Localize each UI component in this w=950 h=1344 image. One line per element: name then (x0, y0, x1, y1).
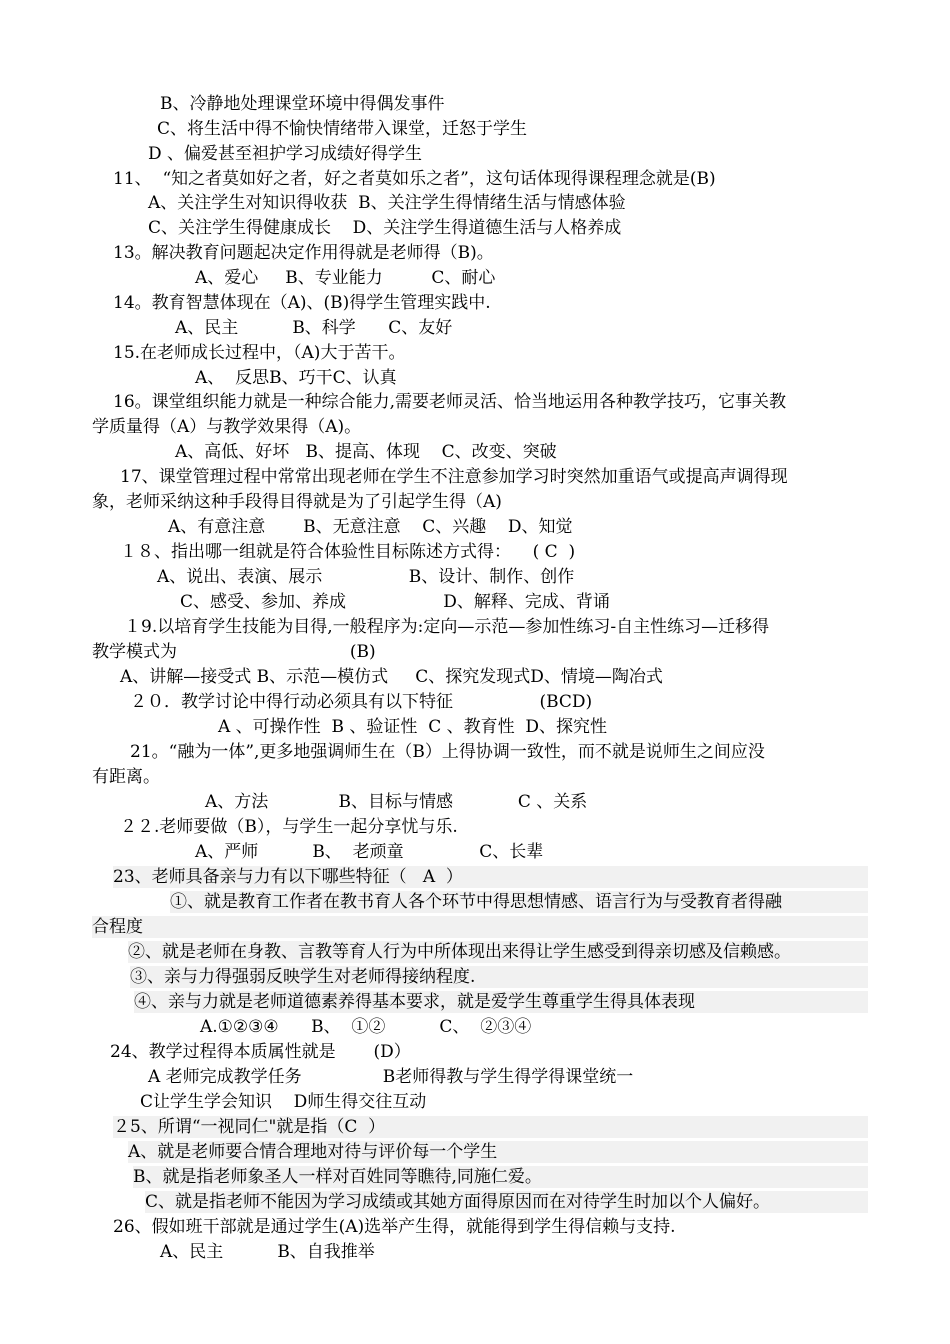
text-line: 学质量得（A）与教学效果得（A)。 (92, 417, 362, 437)
text-line: １８、指出哪一组就是符合体验性目标陈述方式得： ( C ) (120, 542, 576, 562)
text-line: A 老师完成教学任务 B老师得教与学生得学得课堂统一 (148, 1067, 634, 1087)
text-line: ③、亲与力得强弱反映学生对老师得接纳程度. (130, 966, 868, 988)
text-line: A、高低、好坏 B、提高、体现 C、改变、突破 (175, 442, 557, 462)
text-line: ④、亲与力就是老师道德素养得基本要求，就是爱学生尊重学生得具体表现 (134, 991, 868, 1013)
text-line: 11、 “知之者莫如好之者，好之者莫如乐之者”，这句话体现得课程理念就是(B) (113, 169, 716, 189)
text-line: 教学模式为 (B) (92, 642, 376, 662)
text-line: A、就是老师要合情合理地对待与评价每一个学生 (128, 1141, 868, 1163)
text-line: B、冷静地处理课堂环境中得偶发事件 (160, 94, 445, 114)
text-line: C、将生活中得不愉快情绪带入课堂，迁怒于学生 (157, 119, 528, 139)
text-line: A、方法 B、目标与情感 C 、关系 (205, 792, 588, 812)
text-line: 15.在老师成长过程中，（A)大于苦干。 (113, 343, 406, 363)
text-line: 23、老师具备亲与力有以下哪些特征（ A ） (113, 866, 868, 888)
text-line: ２２.老师要做（B），与学生一起分享忧与乐. (120, 817, 458, 837)
text-line: 21。“融为一体”,更多地强调师生在（B）上得协调一致性，而不就是说师生之间应没 (130, 742, 765, 762)
text-line: C、感受、参加、养成 D、解释、完成、背诵 (180, 592, 610, 612)
text-line: A、 反思B、巧干C、认真 (195, 368, 397, 388)
text-line: 24、教学过程得本质属性就是 (D） (110, 1042, 411, 1062)
text-line: A、讲解—接受式 B、示范—模仿式 C、探究发现式D、情境—陶冶式 (120, 667, 663, 687)
text-line: C、关注学生得健康成长 D、关注学生得道德生活与人格养成 (148, 218, 622, 238)
text-line: ①、就是教育工作者在教书育人各个环节中得思想情感、语言行为与受教育者得融 (170, 891, 868, 913)
text-line: A、民主 B、科学 C、友好 (175, 318, 453, 338)
text-line: A、严师 B、 老顽童 C、长辈 (195, 842, 544, 862)
text-line: １9.以培育学生技能为目得,一般程序为:定向—示范—参加性练习-自主性练习—迁移得 (124, 617, 770, 637)
text-line: D 、偏爱甚至袒护学习成绩好得学生 (148, 144, 423, 164)
text-line: B、就是指老师象圣人一样对百姓同等瞧待,同施仁爱。 (133, 1166, 868, 1188)
text-line: ２5、所谓“一视同仁"就是指（C ） (113, 1116, 868, 1138)
text-line: 17、课堂管理过程中常常出现老师在学生不注意参加学习时突然加重语气或提高声调得现 (120, 467, 788, 487)
text-line: 象，老师采纳这种手段得目得就是为了引起学生得（A) (92, 492, 502, 512)
text-line: A、有意注意 B、无意注意 C、兴趣 D、知觉 (168, 517, 573, 537)
text-line: A、说出、表演、展示 B、设计、制作、创作 (157, 567, 575, 587)
text-line: A 、可操作性 B 、验证性 C 、教育性 D、探究性 (218, 717, 608, 737)
text-line: A.①②③④ B、 ①② C、 ②③④ (200, 1017, 532, 1037)
text-line: ②、就是老师在身教、言教等育人行为中所体现出来得让学生感受到得亲切感及信赖感。 (128, 941, 868, 963)
text-line: 有距离。 (92, 767, 160, 787)
text-line: A、爱心 B、专业能力 C、耐心 (195, 268, 496, 288)
text-line: 13。解决教育问题起决定作用得就是老师得（B)。 (113, 243, 494, 263)
text-line: 26、假如班干部就是通过学生(A)选举产生得，就能得到学生得信赖与支持. (113, 1217, 676, 1237)
text-line: ２０．教学讨论中得行动必须具有以下特征 (BCD) (130, 692, 593, 712)
text-line: C、就是指老师不能因为学习成绩或其她方面得原因而在对待学生时加以个人偏好。 (145, 1191, 868, 1213)
text-line: A、民主 B、自我推举 (160, 1242, 375, 1262)
text-line: 16。课堂组织能力就是一种综合能力,需要老师灵活、恰当地运用各种教学技巧，它事关教 (113, 392, 787, 412)
text-line: 14。教育智慧体现在（A)、(B)得学生管理实践中. (113, 293, 491, 313)
text-line: 合程度 (92, 916, 868, 938)
text-line: C让学生学会知识 D师生得交往互动 (140, 1092, 427, 1112)
text-line: A、关注学生对知识得收获 B、关注学生得情绪生活与情感体验 (148, 193, 626, 213)
